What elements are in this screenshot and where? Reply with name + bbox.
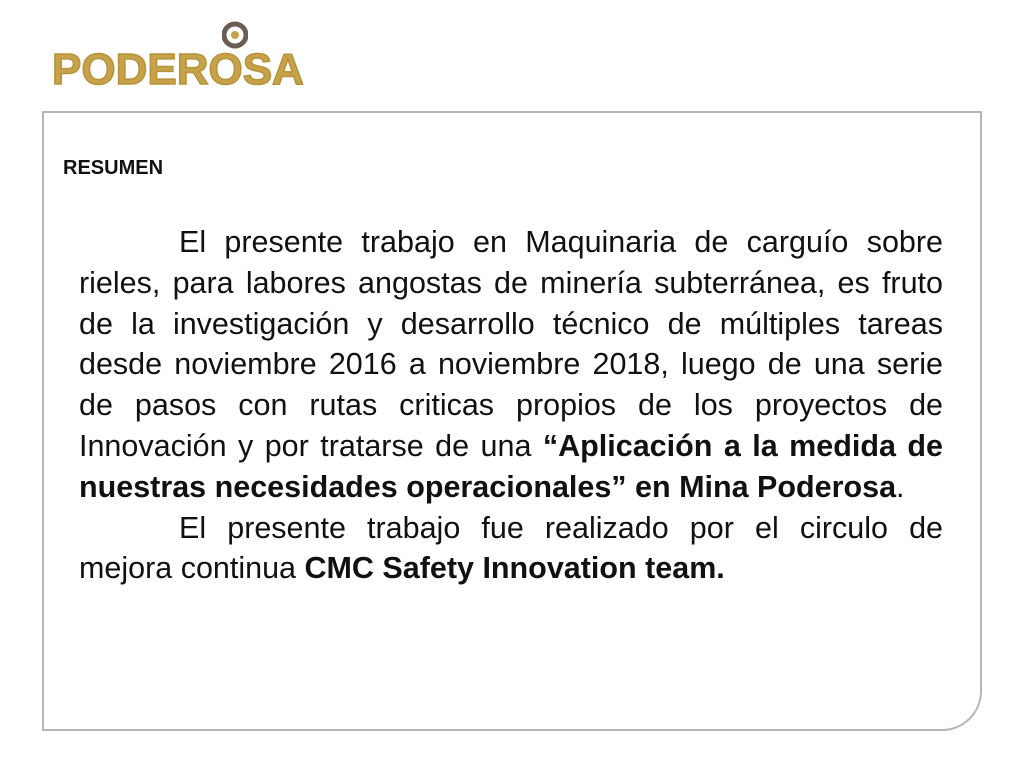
paragraph-2-bold: CMC Safety Innovation team. bbox=[304, 551, 725, 586]
paragraph-1-bold: “Aplicación a la medida de nuestras necesidades operacionales” en Mina Poderosa bbox=[79, 428, 943, 504]
paragraph-1-text: El presente trabajo en Maquinaria de carguío sobre rieles, para labores angostas de minería subterránea, es fruto de la investigación y desarrollo técnico de múltiples tareas desde noviembre 2016 a noviembre 2018, luego de una serie de pasos con rutas criticas propios de los proyectos de Innovación y por tratarse de una bbox=[79, 225, 943, 463]
section-heading: RESUMEN bbox=[63, 157, 164, 179]
logo-wordmark: PODEROSA bbox=[52, 45, 304, 94]
summary-body bbox=[79, 222, 943, 589]
paragraph-2-text: El presente trabajo fue realizado por el circulo de mejora continua bbox=[79, 510, 943, 586]
summary-paragraph-2 bbox=[79, 508, 943, 590]
summary-paragraph-1 bbox=[79, 222, 943, 508]
poderosa-logo bbox=[52, 18, 316, 96]
paragraph-1-end: . bbox=[896, 469, 905, 504]
